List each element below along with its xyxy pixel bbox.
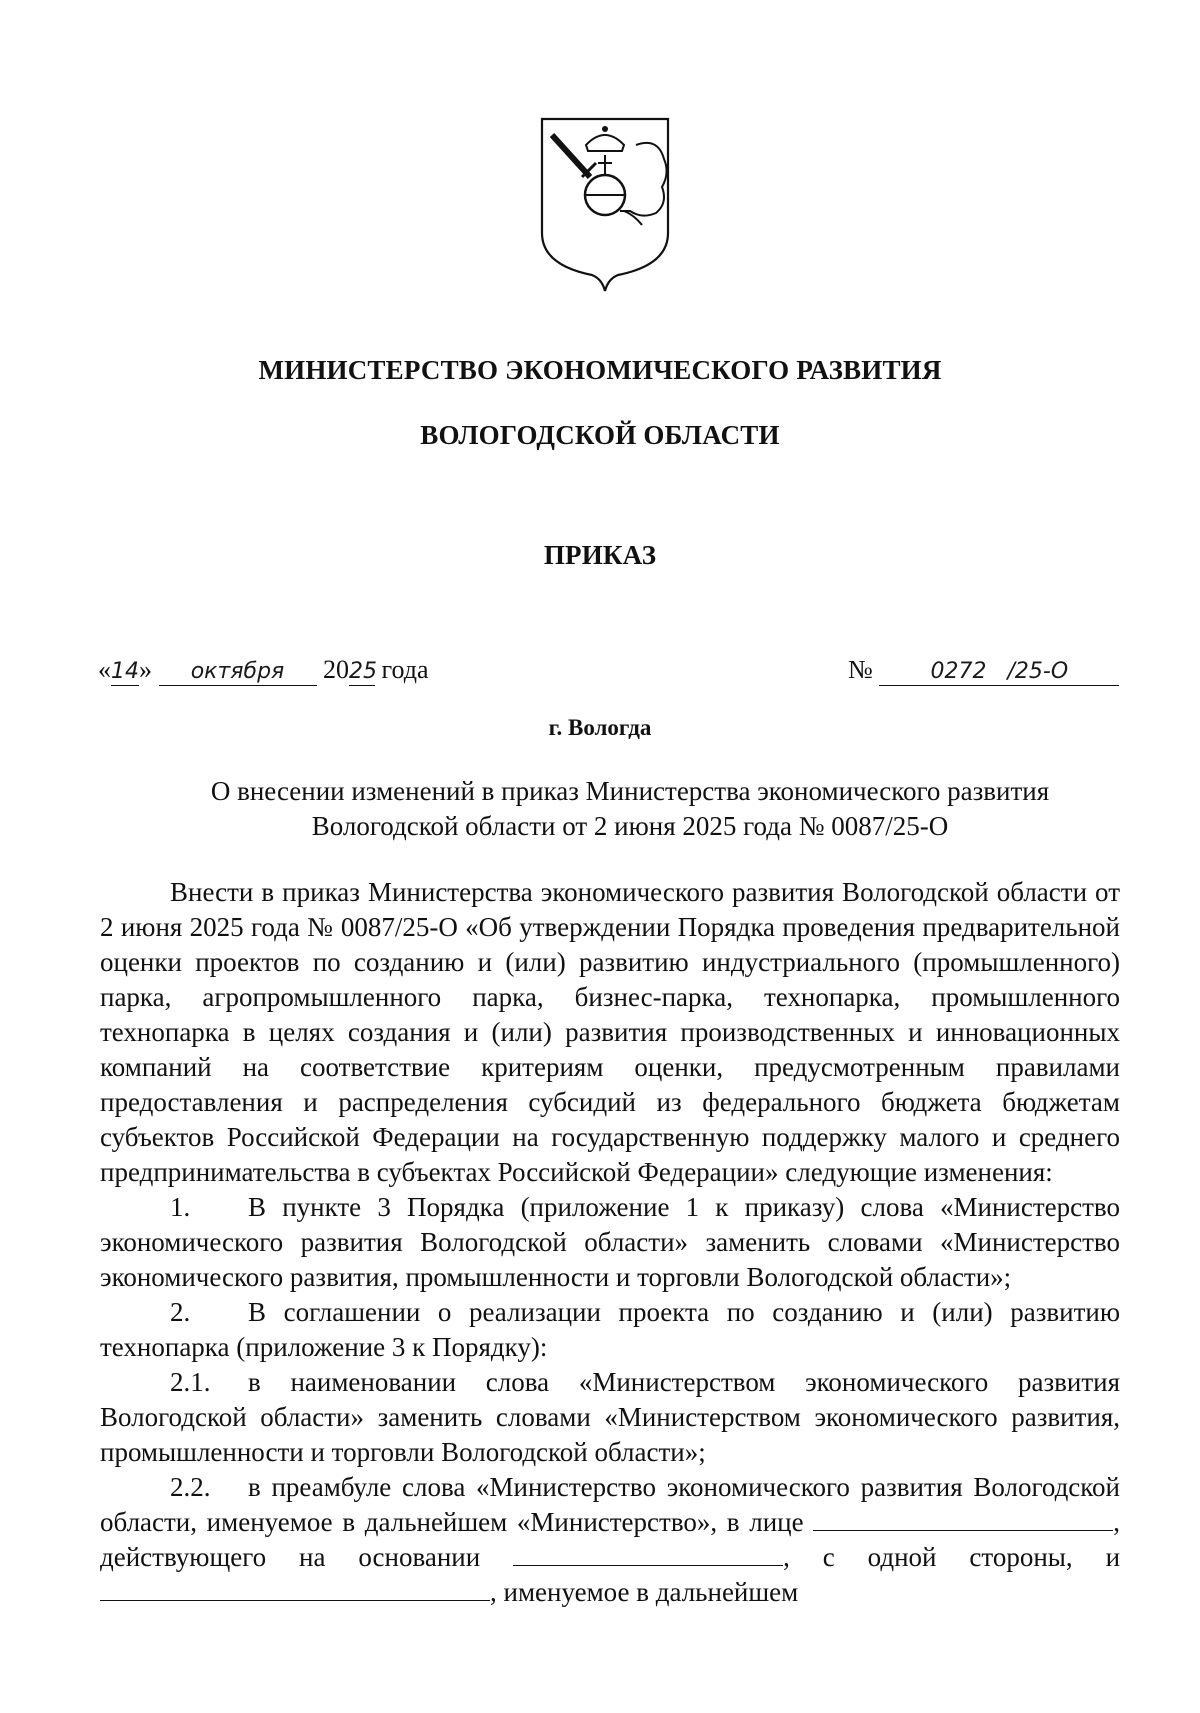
item-2-text: В соглашении о реализации проекта по созданию и (или) развитию технопарка (приложение 3 к Порядку): (100, 1297, 1120, 1362)
order-subject (130, 774, 1130, 844)
date-year-word: года (381, 655, 429, 684)
order-number (848, 655, 1119, 686)
body-item-2 (100, 1295, 1120, 1365)
date-year-suffix: 25 (349, 659, 377, 684)
subject-line1: О внесении изменений в приказ Министерства экономического развития (210, 776, 1050, 806)
ministry-name-line1: МИНИСТЕРСТВО ЭКОНОМИЧЕСКОГО РАЗВИТИЯ (258, 355, 942, 385)
number-value (879, 659, 1119, 686)
item-2-2-text-d: , именуемое в дальнейшем (490, 1577, 799, 1607)
city: г. Вологда (548, 715, 652, 740)
body-item-2-1 (100, 1365, 1120, 1470)
item-2-2-text-c: , с одной стороны, и (783, 1542, 1121, 1572)
item-2-number: 2. (170, 1297, 191, 1327)
blank-line-party (100, 1578, 490, 1601)
blank-line-basis (513, 1543, 783, 1566)
subject-line2: Вологодской области от 2 июня 2025 года № 0087/25-О (311, 811, 949, 841)
item-2-2-text-b: , действующего на основании (100, 1507, 1121, 1572)
ministry-name-line2: ВОЛОГОДСКОЙ ОБЛАСТИ (420, 420, 780, 450)
date-year-prefix: 20 (323, 655, 349, 684)
date-day: 14 (111, 659, 139, 684)
document-type: ПРИКАЗ (543, 540, 657, 570)
item-2-2-text-a: в преамбуле слова «Министерство экономического развития Вологодской области, именуемое в дальнейшем «Министерство», в лице (100, 1472, 1120, 1537)
date-month: октября (159, 659, 317, 686)
item-2-2-number: 2.2. (170, 1472, 211, 1502)
order-date (98, 655, 429, 686)
number-sign: № (848, 655, 873, 684)
body-item-2-2 (100, 1470, 1120, 1610)
number-value-part1: 0272 (930, 659, 987, 684)
number-value-part2: /25-О (1007, 659, 1069, 684)
item-1-text: В пункте 3 Порядка (приложение 1 к приказу) слова «Министерство экономического развития Вологодской области» заменить словами «Министерство экономического развития, промышленности и торговли Вологодской области»; (100, 1192, 1120, 1292)
body-item-1 (100, 1190, 1120, 1295)
item-2-1-text: в наименовании слова «Министерством экономического развития Вологодской области» заменить словами «Министерством экономического развития, промышленности и торговли Вологодской области»; (100, 1367, 1120, 1467)
item-1-number: 1. (170, 1192, 191, 1222)
body-intro: Внести в приказ Министерства экономического развития Вологодской области от 2 июня 2025 года № 0087/25-О «Об утверждении Порядка проведения предварительной оценки проектов по созданию и (или) развитию индустриального (промышленного) парка, агропромышленного парка, бизнес-парка, технопарка, промышленного технопарка в целях создания и (или) развития производственных и инновационных компаний на соответствие критериям оценки, предусмотренным правилами предоставления и распределения субсидий из федерального бюджета бюджетам субъектов Российской Федерации на государственную поддержку малого и среднего предпринимательства в субъектах Российской Федерации» следующие изменения: (100, 877, 1120, 1187)
date-close-quote: » (139, 655, 152, 684)
item-2-1-number: 2.1. (170, 1367, 211, 1397)
coat-of-arms-emblem (538, 115, 672, 293)
blank-line-representative (813, 1508, 1113, 1531)
date-open-quote: « (98, 655, 111, 684)
order-body (100, 875, 1120, 1610)
